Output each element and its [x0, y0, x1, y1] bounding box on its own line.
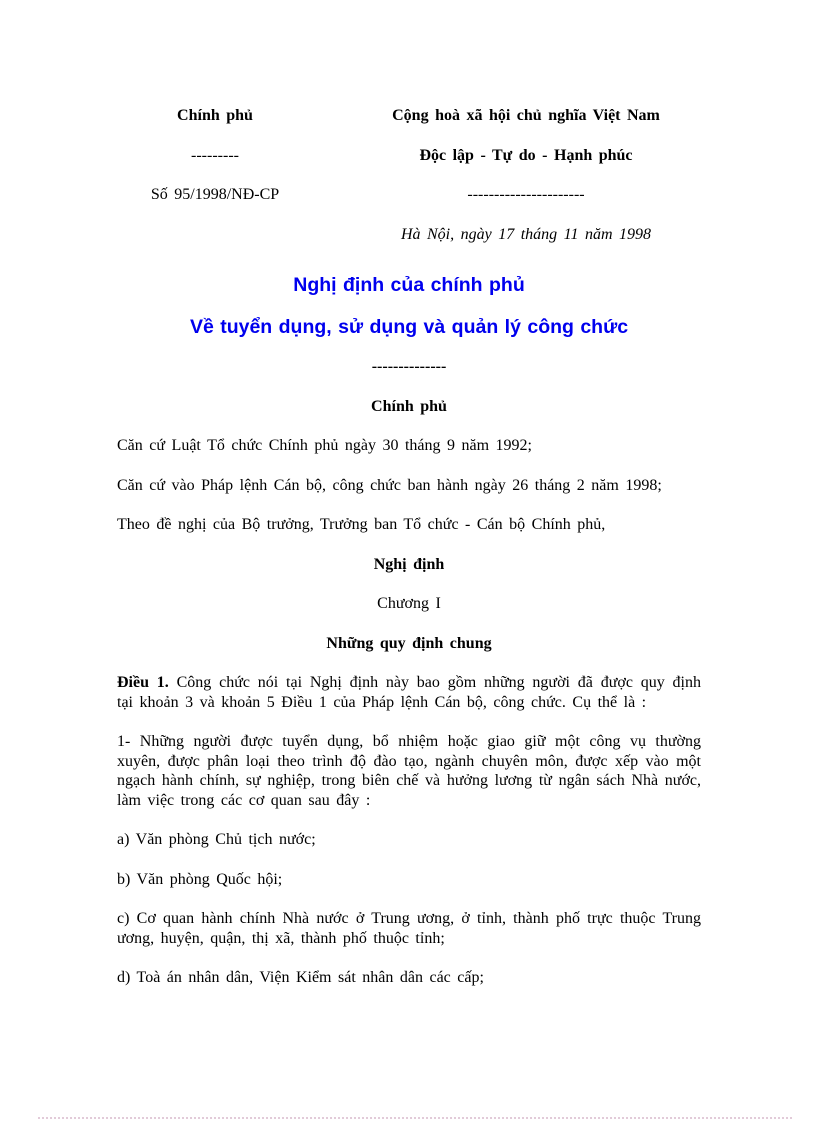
national-motto: Độc lập - Tự do - Hạnh phúc	[419, 146, 633, 164]
list-item-b: b) Văn phòng Quốc hội;	[117, 870, 283, 888]
preamble-paragraph: Căn cứ Luật Tổ chức Chính phủ ngày 30 tháng 9 năm 1992;	[117, 437, 532, 454]
list-item-a: a) Văn phòng Chủ tịch nước;	[117, 831, 316, 848]
decree-heading: Nghị định	[373, 555, 445, 573]
chapter-title: Những quy định chung	[326, 634, 492, 652]
decree-title-line2: Về tuyển dụng, sử dụng và quản lý công chức	[189, 316, 629, 338]
issuer-heading: Chính phủ	[371, 397, 447, 415]
authority-name: Chính phủ	[177, 107, 253, 124]
preamble-paragraph: Theo đề nghị của Bộ trưởng, Trưởng ban Tổ chức - Cán bộ Chính phủ,	[117, 516, 606, 533]
article-1-text: Công chức nói tại Nghị định này bao gồm những người đã được quy định tại khoản 3 và khoản 5 Điều 1 của Pháp lệnh Cán bộ, công chức. Cụ thể là :	[117, 674, 702, 711]
decree-title-line1: Nghị định của chính phủ	[293, 274, 525, 296]
article-1-label: Điều 1.	[117, 674, 169, 691]
page-break-dotted-line	[38, 1117, 792, 1119]
list-item-d: d) Toà án nhân dân, Viện Kiểm sát nhân dân các cấp;	[117, 969, 484, 986]
clause-1-paragraph: 1- Những người được tuyển dụng, bổ nhiệm hoặc giao giữ một công vụ thường xuyên, được phân loại theo trình độ đào tạo, ngành chuyên môn, được xếp vào một ngạch hành chính, sự nghiệp, trong biên chế và hưởng lương từ ngân sách Nhà nước, làm việc trong các cơ quan sau đây :	[117, 733, 701, 809]
decree-number: Số 95/1998/NĐ-CP	[150, 186, 280, 203]
document-header	[117, 106, 701, 264]
dateline: Hà Nội, ngày 17 tháng 11 năm 1998	[400, 225, 652, 243]
agency-list	[117, 830, 701, 988]
article-1-paragraph	[117, 673, 701, 712]
chapter-heading: Chương I	[377, 595, 441, 612]
document-page	[117, 106, 701, 1008]
national-header-block	[351, 106, 701, 264]
preamble-paragraph: Căn cứ vào Pháp lệnh Cán bộ, công chức ban hành ngày 26 tháng 2 năm 1998;	[117, 476, 662, 494]
authority-separator: ---------	[191, 146, 239, 164]
issuing-authority-block	[117, 106, 313, 264]
title-separator: --------------	[371, 358, 447, 375]
motto-separator: ----------------------	[467, 186, 585, 203]
country-name: Cộng hoà xã hội chủ nghĩa Việt Nam	[392, 107, 660, 124]
list-item-c: c) Cơ quan hành chính Nhà nước ở Trung ương, ở tỉnh, thành phố trực thuộc Trung ương, huyện, quận, thị xã, thành phố thuộc tỉnh;	[117, 910, 701, 947]
preamble-block	[117, 436, 701, 535]
title-block	[117, 273, 701, 416]
